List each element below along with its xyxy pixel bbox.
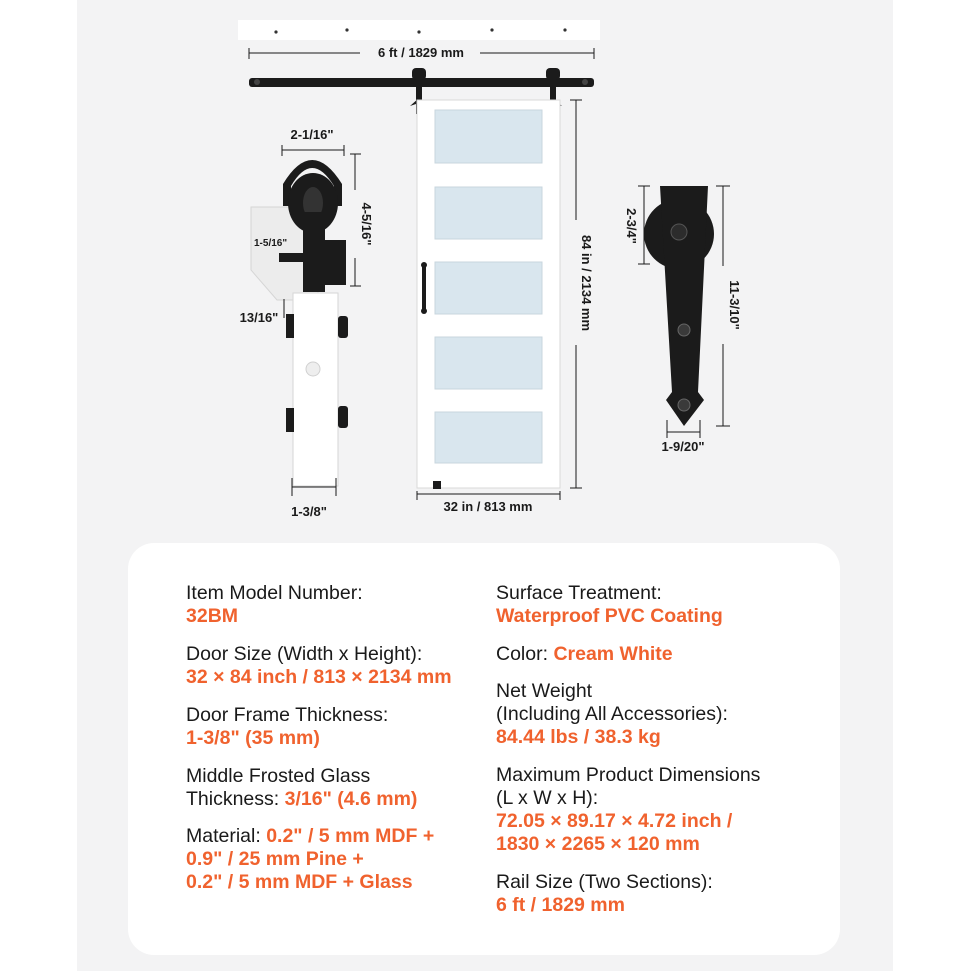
ceiling-strip	[238, 20, 600, 40]
hanger-height-label: 4-5/16"	[359, 202, 374, 246]
spec-frame	[186, 704, 388, 750]
spacer-label: 1-5/16"	[254, 238, 288, 249]
strap-hardware	[644, 186, 714, 426]
spec-glass-value: 3/16" (4.6 mm)	[284, 788, 418, 810]
spec-dimensions-value-1: 72.05 × 89.17 × 4.72 inch /	[496, 810, 733, 832]
spec-door-size-label: Door Size (Width x Height):	[186, 643, 423, 665]
spec-model-value: 32BM	[186, 605, 239, 627]
door-handle	[422, 263, 426, 313]
spec-dimensions-label-1: Maximum Product Dimensions	[496, 764, 761, 786]
strap-length-label: 11-3/10"	[727, 280, 742, 330]
strap-width-label: 1-9/20"	[661, 439, 705, 454]
spec-material-label: Material:	[186, 825, 267, 847]
spec-frame-value: 1-3/8" (35 mm)	[186, 727, 320, 749]
spec-color-value: Cream White	[553, 643, 673, 665]
door-edge	[293, 293, 338, 486]
spec-material-value-1: 0.2" / 5 mm MDF +	[266, 825, 435, 847]
spec-glass-label: Middle Frosted Glass	[186, 765, 371, 787]
spec-rail-value: 6 ft / 1829 mm	[496, 894, 625, 916]
spec-material-value-3: 0.2" / 5 mm MDF + Glass	[186, 871, 413, 893]
spec-dimensions-label-2: (L x W x H):	[496, 787, 599, 809]
spec-color	[496, 643, 673, 666]
spec-glass-label-2: Thickness:	[186, 788, 285, 810]
spec-weight	[496, 680, 728, 749]
spec-model	[186, 582, 363, 628]
floor-guide	[433, 481, 441, 489]
frame-thickness-label: 1-3/8"	[291, 504, 327, 519]
spec-surface-label: Surface Treatment:	[496, 582, 662, 604]
spec-dimensions	[496, 764, 760, 856]
spec-dimensions-value-2: 1830 × 2265 × 120 mm	[496, 833, 700, 855]
spec-weight-label-2: (Including All Accessories):	[496, 703, 728, 725]
spec-door-size-value: 32 × 84 inch / 813 × 2134 mm	[186, 666, 452, 688]
spec-glass	[186, 765, 417, 811]
spec-surface	[496, 582, 723, 628]
spec-color-label: Color:	[496, 643, 554, 665]
strap-top-label: 2-3/4"	[624, 208, 639, 244]
spec-rail-label: Rail Size (Two Sections):	[496, 871, 713, 893]
spec-model-label: Item Model Number:	[186, 582, 363, 604]
spec-surface-value: Waterproof PVC Coating	[496, 605, 723, 627]
spec-weight-label-1: Net Weight	[496, 680, 593, 702]
spec-rail	[496, 871, 713, 917]
hanger-width-label: 2-1/16"	[290, 127, 334, 142]
gap-label: 13/16"	[239, 310, 279, 325]
door-height-label: 84 in / 2134 mm	[579, 234, 594, 332]
spec-material	[186, 825, 434, 894]
spec-material-value-2: 0.9" / 25 mm Pine +	[186, 848, 364, 870]
rail-length-label: 6 ft / 1829 mm	[378, 45, 464, 60]
spec-door-size	[186, 643, 452, 689]
spec-weight-value: 84.44 lbs / 38.3 kg	[496, 726, 661, 748]
door-width-label: 32 in / 813 mm	[443, 499, 533, 514]
spec-frame-label: Door Frame Thickness:	[186, 704, 389, 726]
